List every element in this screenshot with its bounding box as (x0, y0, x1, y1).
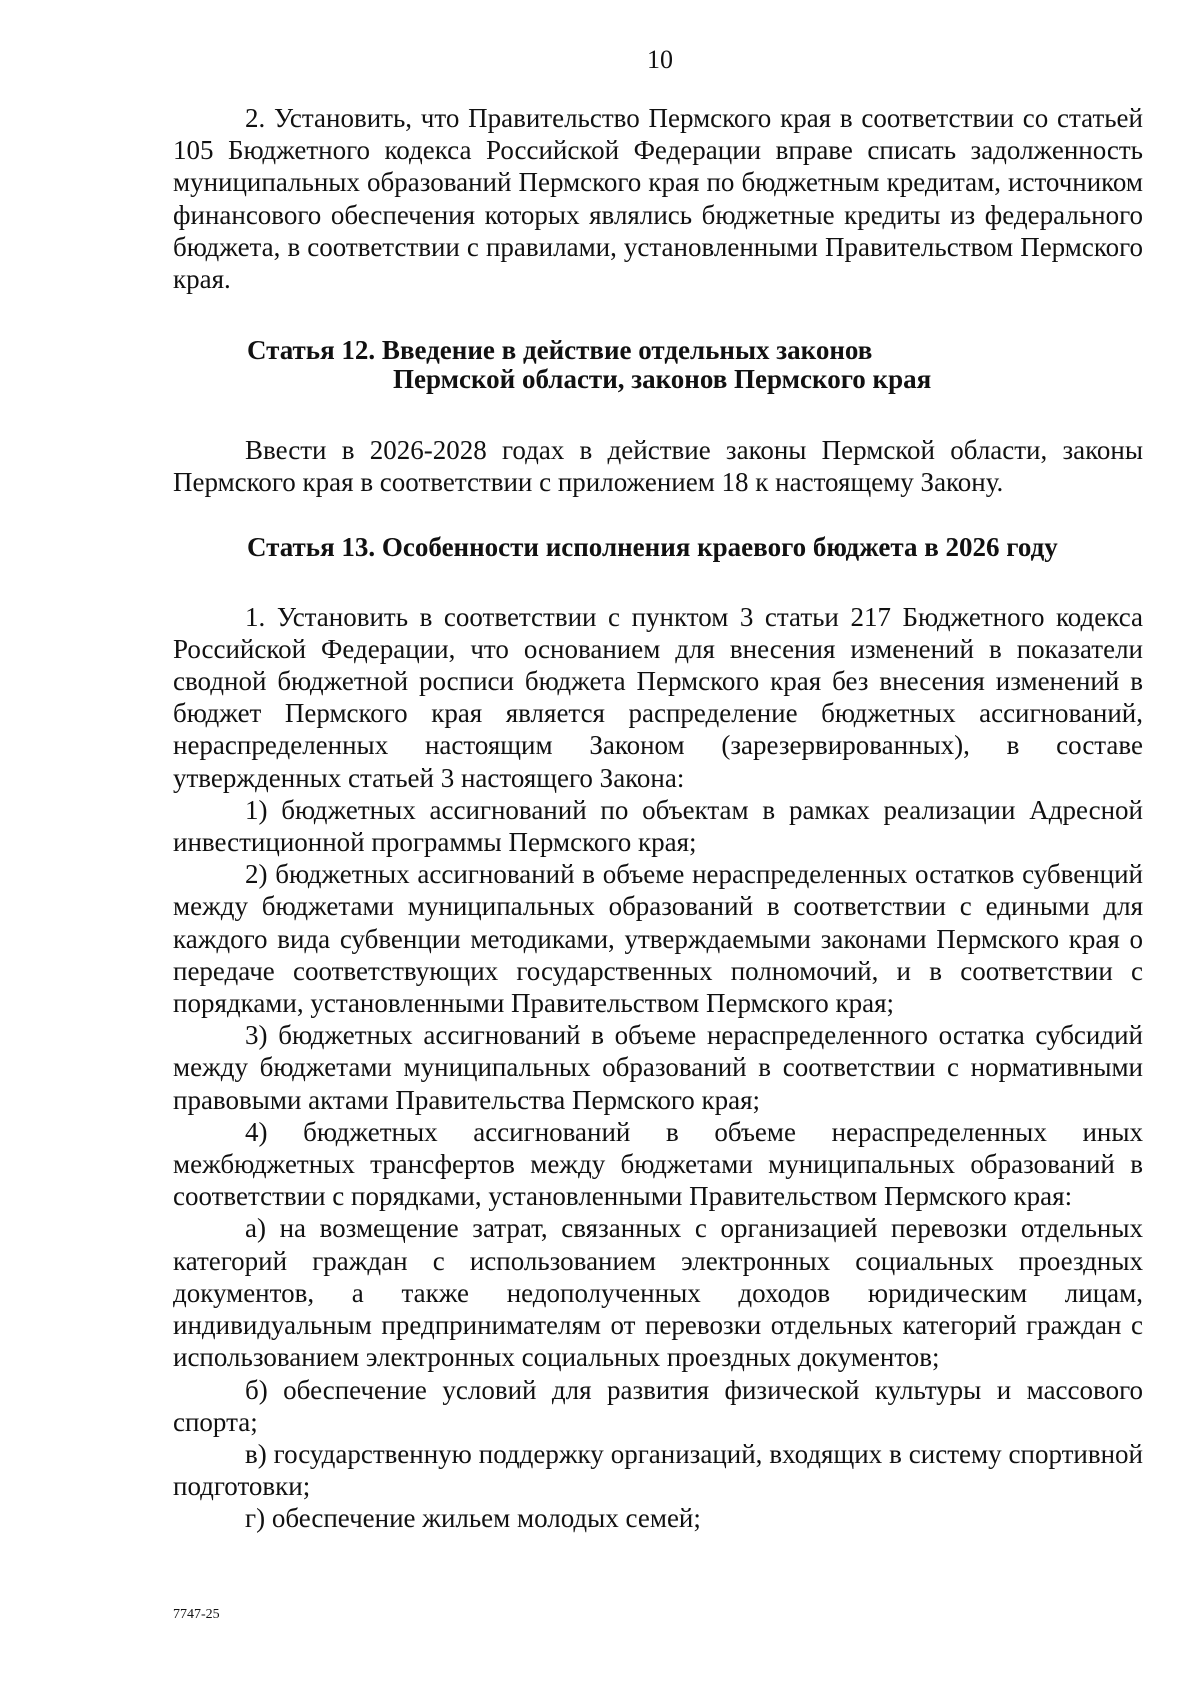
sub-item-b: б) обеспечение условий для развития физической культуры и массового спорта; (173, 1374, 1143, 1437)
document-body (173, 102, 1143, 1535)
paragraph-article-11-item-2: 2. Установить, что Правительство Пермского края в соответствии со статьей 105 Бюджетного кодекса Российской Федерации вправе списать задолженность муниципальных образований Пермского края по бюджетным кредитам, источником финансового обеспечения которых являлись бюджетные кредиты из федерального бюджета, в соответствии с правилами, установленными Правительством Пермского края. (173, 103, 1143, 295)
article-12-heading-line-2: Пермской области, законов Пермского края (393, 364, 932, 395)
paragraph-article-12: Ввести в 2026-2028 годах в действие законы Пермской области, законы Пермского края в соответствии с приложением 18 к настоящему Закону. (173, 435, 1143, 498)
page-number: 10 (647, 45, 673, 74)
list-item-1: 1) бюджетных ассигнований по объектам в рамках реализации Адресной инвестиционной программы Пермского края; (173, 794, 1143, 858)
sub-item-v: в) государственную поддержку организаций, входящих в систему спортивной подготовки; (173, 1438, 1143, 1502)
article-12-heading-line-1: Статья 12. Введение в действие отдельных законов (247, 335, 873, 366)
article-13-heading: Статья 13. Особенности исполнения краевого бюджета в 2026 году (247, 531, 1058, 562)
list-item-2: 2) бюджетных ассигнований в объеме нераспределенных остатков субвенций между бюджетами муниципальных образований в соответствии с едиными для каждого вида субвенции методиками, утверждаемыми законами Пермского края о передаче соответствующих государственных полномочий, и в соответствии с порядками, установленными Правительством Пермского края; (173, 859, 1143, 1019)
list-item-3: 3) бюджетных ассигнований в объеме нераспределенного остатка субсидий между бюджетами муниципальных образований в соответствии с нормативными правовыми актами Правительства Пермского края; (173, 1020, 1143, 1115)
list-item-4: 4) бюджетных ассигнований в объеме нераспределенных иных межбюджетных трансфертов между бюджетами муниципальных образований в соответствии с порядками, установленными Правительством Пермского края: (173, 1116, 1143, 1212)
document-code: 7747-25 (173, 1607, 220, 1622)
paragraph-article-13-item-1: 1. Установить в соответствии с пунктом 3 статьи 217 Бюджетного кодекса Российской Федерации, что основанием для внесения изменений в показатели сводной бюджетной росписи бюджета Пермского края без внесения изменений в бюджет Пермского края является распределение бюджетных ассигнований, нераспределенных настоящим Законом (зарезервированных), в составе утвержденных статьей 3 настоящего Закона: (173, 601, 1143, 793)
sub-item-a: а) на возмещение затрат, связанных с организацией перевозки отдельных категорий граждан с использованием электронных социальных проездных документов, а также недополученных доходов юридическим лицам, индивидуальным предпринимателям от перевозки отдельных категорий граждан с использованием электронных социальных проездных документов; (173, 1213, 1143, 1373)
article-12-heading (173, 336, 1143, 394)
sub-item-g: г) обеспечение жильем молодых семей; (245, 1503, 701, 1534)
